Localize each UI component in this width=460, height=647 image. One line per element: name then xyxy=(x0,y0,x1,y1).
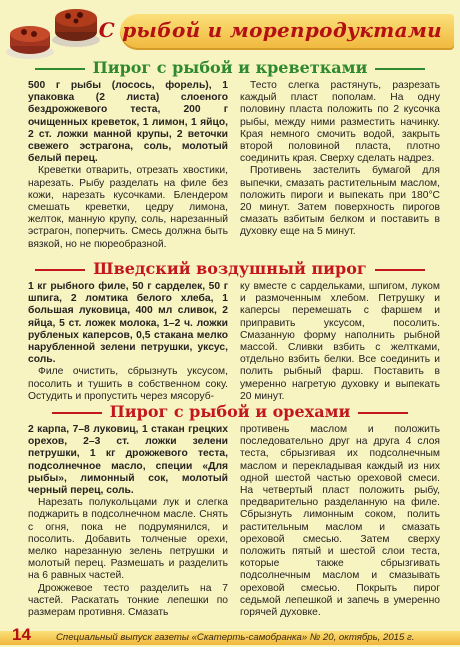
page-footer xyxy=(0,621,460,647)
section-title-text: Пирог с рыбой и орехами xyxy=(109,402,351,421)
ingredients: 2 карпа, 7–8 луковиц, 1 стакан грецких орехов, 2–3 ст. ложки зелени петрушки, 1 кг дрожжевого теста, подсолнечное масло, специи «Для рыбы», лимонный сок, молотый черный перец, соль. xyxy=(28,424,228,497)
paragraph: противень маслом и положить последовательно друг на друга 4 слоя теста, сбрызгивая их подсолнечным маслом и перекладывая каждый из них одной шестой частью ореховой смеси. На четвертый пласт положить рыбу, предварительно разделанную на филе. Сбрызнуть лимонным соком, полить растительным маслом и смазать ореховой смесью. Затем сверху положить пятый и шестой слои теста, которые также сбрызгивать подсолнечным маслом и смазывать ореховой смесью. Покрыть пирог седьмой лепешкой и запечь в умеренно горячей духовке. xyxy=(240,424,440,619)
paragraph: Дрожжевое тесто разделить на 7 частей. Раскатать тонкие лепешки по размерам противня. Смазать xyxy=(28,582,228,619)
header-title: С рыбой и морепродуктами xyxy=(98,18,442,42)
section-title-text: Пирог с рыбой и креветками xyxy=(92,58,368,77)
pie-icon xyxy=(50,0,102,50)
paragraph: Филе очистить, сбрызнуть уксусом, посолить и тушить в собственном соку. Остудить и пропустить через мясоруб- xyxy=(28,366,228,402)
section-2-left-column xyxy=(28,281,228,403)
section-2-right-column xyxy=(240,281,440,403)
cake-icon xyxy=(4,12,56,62)
paragraph: Нарезать полукольцами лук и слегка поджарить в подсолнечном масле. Снять с огня, пока не подрумянился, и посолить. Добавить толченые орехи, мелко нарезанную зелень петрушки и молотый перец. Размешать и разделить на 6 равных частей. xyxy=(28,497,228,582)
title-rule xyxy=(35,269,85,271)
ingredients: 500 г рыбы (лосось, форель), 1 упаковка (2 листа) слоеного бездрожжевого теста, 200 г очищенных креветок, 1 лимон, 1 яйцо, 2 ст. ложки манной крупы, 2 веточки свежего эстрагона, соль, молотый белый перец. xyxy=(28,80,228,165)
title-rule xyxy=(375,68,425,70)
section-title-2 xyxy=(0,259,460,278)
paragraph: Тесто слегка растянуть, разрезать каждый пласт пополам. На одну половину пласта положить по 2 кусочка рыбы, между ними разместить начинку. Края немного смочить водой, закрыть второй половиной пласта, плотно соединить края. Сверху сделать надрез. xyxy=(240,80,440,165)
paragraph: ку вместе с сардельками, шпигом, луком и размоченным хлебом. Петрушку и каперсы перемешать с фаршем и приправить уксусом, посолить. Смазанную форму наполнить рыбной массой. Сливки взбить с желтками, отдельно взбить белки. Все соединить и полить рыбный фарш. Поставить в умеренно нагретую духовку и выпекать 20 минут. xyxy=(240,281,440,402)
page-header xyxy=(0,0,460,56)
title-rule xyxy=(52,412,102,414)
section-1-right-column xyxy=(240,80,440,239)
section-title-text: Шведский воздушный пирог xyxy=(93,259,367,278)
title-rule xyxy=(358,412,408,414)
section-title-3 xyxy=(0,402,460,421)
title-rule xyxy=(35,68,85,70)
title-rule xyxy=(375,269,425,271)
ingredients: 1 кг рыбного филе, 50 г сарделек, 50 г шпига, 2 ломтика белого хлеба, 1 большая луковица, 400 мл сливок, 2 яйца, 5 ст. ложек молока, 1–2 ч. ложки рубленых каперсов, 0,5 стакана мелко нарубленной зелени петрушки, уксус, соль. xyxy=(28,281,228,366)
footer-text: Специальный выпуск газеты «Скатерть-самобранка» № 20, октябрь, 2015 г. xyxy=(56,632,415,643)
section-3-right-column xyxy=(240,424,440,619)
paragraph: Креветки отварить, отрезать хвостики, нарезать. Рыбу разделать на филе без кожи, нарезать кусочками. Блендером смешать креветки, цедру лимона, желток, манную крупу, соль, нарезанный эстрагон, поперчить. Смесь должна быть вязкой, но не пюреобразной. xyxy=(28,165,228,250)
section-3-left-column xyxy=(28,424,228,619)
paragraph: Противень застелить бумагой для выпечки, смазать растительным маслом, положить пироги и выпекать при 180°С 20 минут. Затем поверхность пирогов смазать взбитым белком и поставить в духовку еще на 5 минут. xyxy=(240,165,440,238)
page-number: 14 xyxy=(12,625,31,644)
section-title-1 xyxy=(0,58,460,77)
section-1-left-column xyxy=(28,80,228,251)
